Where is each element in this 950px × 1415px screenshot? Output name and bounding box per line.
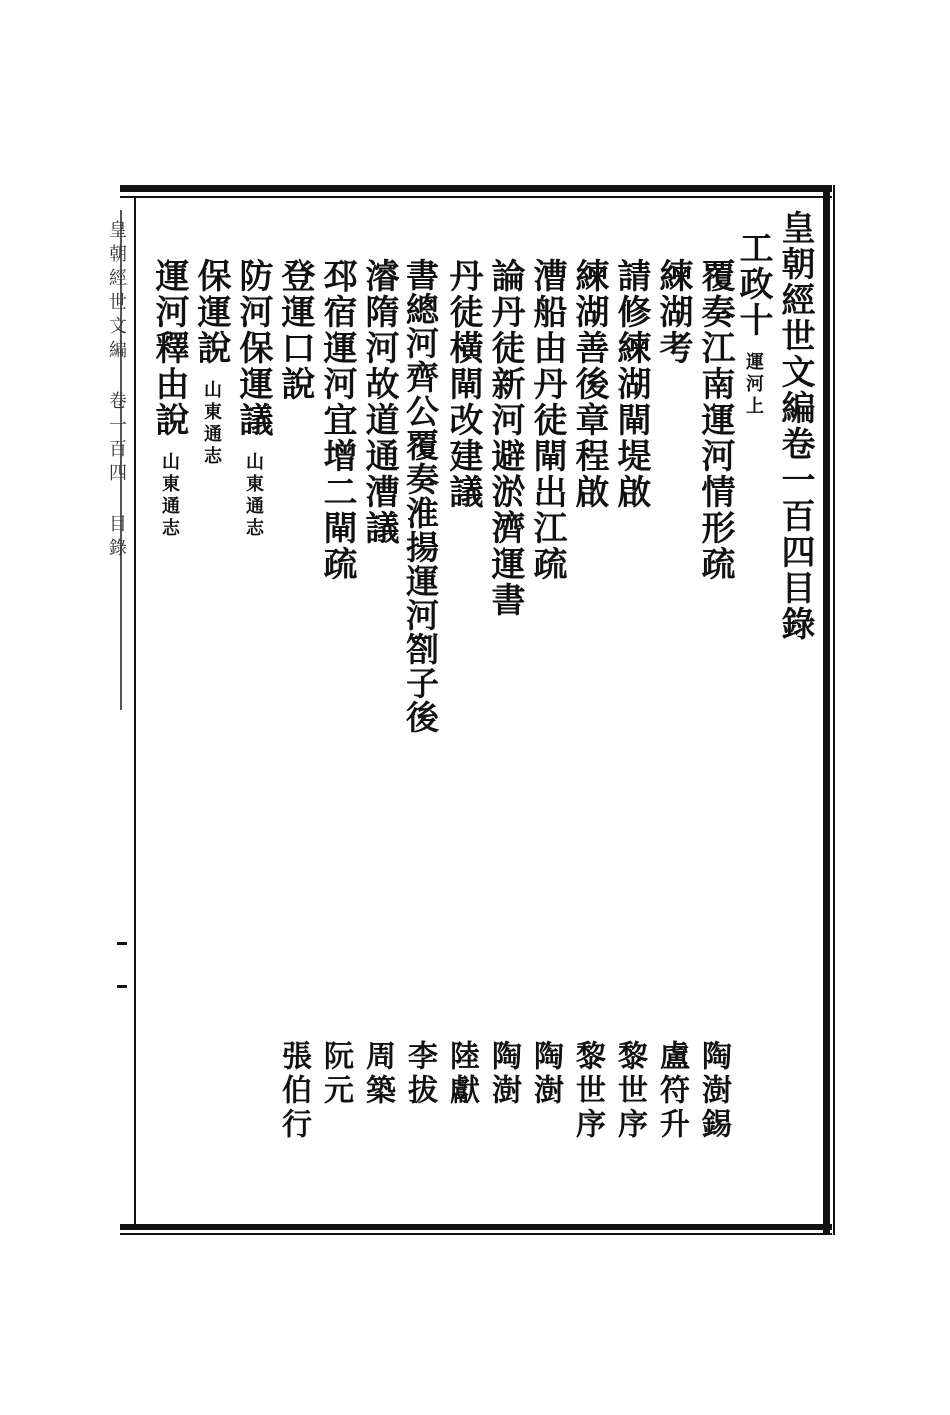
entry-author: 陶澍錫	[696, 1040, 731, 1142]
entry-title: 運河釋由說	[149, 258, 189, 438]
section-title: 工政十	[733, 230, 773, 338]
fold-margin-text: 皇朝經世文編 卷一百四 目錄	[106, 220, 127, 562]
entry-author: 李拔	[402, 1040, 437, 1108]
entry-author: 阮元	[318, 1040, 353, 1108]
entry-item	[191, 258, 231, 468]
margin-mark	[117, 942, 127, 945]
frame-right-rule-thin	[833, 185, 835, 1235]
entry-author: 陶澍	[528, 1040, 563, 1108]
entry-author: 黎世序	[612, 1040, 647, 1142]
entry-title: 請修練湖閘堤啟	[611, 258, 651, 510]
entry-source-note: 山東通志	[201, 380, 222, 468]
entry-item	[149, 258, 189, 540]
entry-author: 黎世序	[570, 1040, 605, 1142]
entry-author: 周築	[360, 1040, 395, 1108]
volume-title: 皇朝經世文編卷一百四目錄	[775, 210, 815, 642]
entry-title: 論丹徒新河避淤濟運書	[485, 258, 525, 618]
entry-author: 陶澍	[486, 1040, 521, 1108]
entry-title: 覆奏江南運河情形疏	[695, 258, 735, 582]
entry-title: 丹徒橫閘改建議	[443, 258, 483, 510]
frame-bottom-rule-thin	[120, 1233, 832, 1235]
entry-author: 張伯行	[276, 1040, 311, 1142]
entry-title: 防河保運議	[233, 258, 273, 438]
entry-title: 書總河齊公覆奏淮揚運河劄子後	[401, 258, 440, 734]
entry-source-note: 山東通志	[243, 452, 264, 540]
section-heading	[733, 230, 773, 418]
margin-mark	[117, 985, 127, 988]
entry-item	[233, 258, 273, 540]
entry-title: 登運口說	[275, 258, 315, 402]
entry-source-note: 山東通志	[159, 452, 180, 540]
entry-author: 盧符升	[654, 1040, 689, 1142]
frame-top-rule	[120, 185, 832, 192]
frame-right-rule	[823, 185, 830, 1235]
entry-author: 陸獻	[444, 1040, 479, 1108]
entry-title: 濬隋河故道通漕議	[359, 258, 399, 546]
entry-title: 練湖善後章程啟	[569, 258, 609, 510]
entry-title: 邳宿運河宜增二閘疏	[317, 258, 357, 582]
section-subtitle: 運河上	[743, 352, 764, 418]
entry-title: 練湖考	[653, 258, 693, 366]
frame-left-rule	[134, 198, 136, 1224]
entry-title: 漕船由丹徒閘出江疏	[527, 258, 567, 582]
entry-title: 保運說	[191, 258, 231, 366]
frame-top-rule-thin	[120, 196, 832, 198]
frame-bottom-rule	[120, 1224, 832, 1230]
